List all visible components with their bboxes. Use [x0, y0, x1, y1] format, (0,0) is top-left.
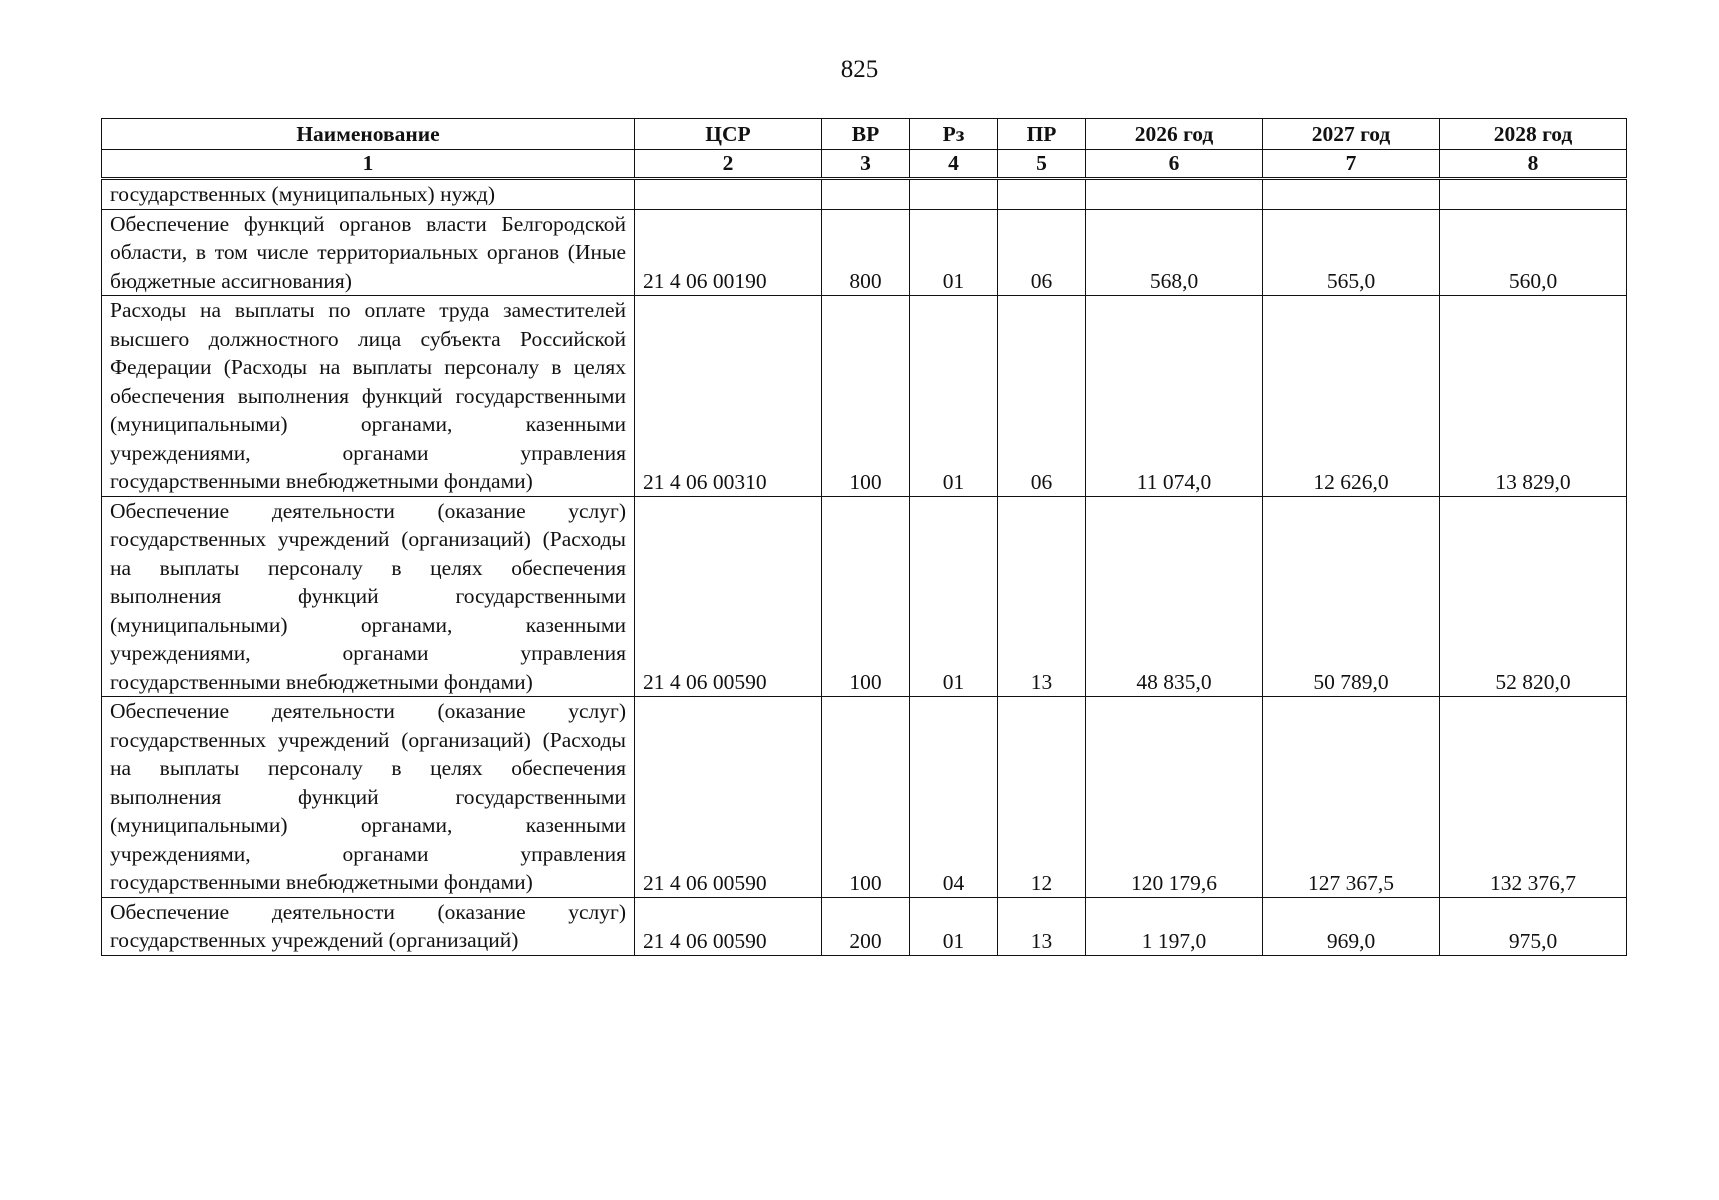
header-csr: ЦСР: [635, 119, 822, 150]
table-row: [102, 209, 1627, 296]
row-name: Обеспечение деятельности (оказание услуг) государственных учреждений (организаций) (Расходы на выплаты персоналу в целях обеспечения выполнения функций государственными (муниципальными) органами, казенными учреждениями, органами управления государственными внебюджетными фондами): [102, 697, 635, 898]
row-2026: 568,0: [1086, 209, 1263, 296]
column-number: 3: [822, 150, 910, 179]
column-number: 7: [1263, 150, 1440, 179]
row-csr: 21 4 06 00590: [635, 496, 822, 697]
row-pr: [998, 179, 1086, 210]
row-name: Обеспечение деятельности (оказание услуг) государственных учреждений (организаций) (Расходы на выплаты персоналу в целях обеспечения выполнения функций государственными (муниципальными) органами, казенными учреждениями, органами управления государственными внебюджетными фондами): [102, 496, 635, 697]
column-number: 5: [998, 150, 1086, 179]
column-number: 1: [102, 150, 635, 179]
row-2026: 48 835,0: [1086, 496, 1263, 697]
header-2028: 2028 год: [1440, 119, 1627, 150]
row-csr: 21 4 06 00590: [635, 697, 822, 898]
row-vr: 200: [822, 897, 910, 955]
row-2027: 12 626,0: [1263, 296, 1440, 497]
column-number: 2: [635, 150, 822, 179]
row-2028: 560,0: [1440, 209, 1627, 296]
column-number: 4: [910, 150, 998, 179]
table-row: [102, 496, 1627, 697]
row-2026: [1086, 179, 1263, 210]
row-csr: [635, 179, 822, 210]
row-2027: [1263, 179, 1440, 210]
row-2026: 1 197,0: [1086, 897, 1263, 955]
header-vr: ВР: [822, 119, 910, 150]
row-2026: 11 074,0: [1086, 296, 1263, 497]
row-csr: 21 4 06 00190: [635, 209, 822, 296]
page-number: 825: [840, 56, 879, 83]
row-csr: 21 4 06 00590: [635, 897, 822, 955]
row-name: Расходы на выплаты по оплате труда заместителей высшего должностного лица субъекта Российской Федерации (Расходы на выплаты персоналу в целях обеспечения выполнения функций государственными (муниципальными) органами, казенными учреждениями, органами управления государственными внебюджетными фондами): [102, 296, 635, 497]
row-vr: 100: [822, 296, 910, 497]
row-2028: [1440, 179, 1627, 210]
row-vr: 100: [822, 697, 910, 898]
column-number-row: [102, 150, 1627, 179]
row-2027: 565,0: [1263, 209, 1440, 296]
header-rz: Рз: [910, 119, 998, 150]
row-pr: 13: [998, 897, 1086, 955]
table-row: [102, 296, 1627, 497]
row-vr: 800: [822, 209, 910, 296]
header-2026: 2026 год: [1086, 119, 1263, 150]
row-pr: 13: [998, 496, 1086, 697]
table-row: [102, 179, 1627, 210]
row-2028: 13 829,0: [1440, 296, 1627, 497]
row-2028: 52 820,0: [1440, 496, 1627, 697]
budget-table: [101, 118, 1627, 956]
row-2028: 975,0: [1440, 897, 1627, 955]
row-2027: 127 367,5: [1263, 697, 1440, 898]
row-vr: 100: [822, 496, 910, 697]
row-rz: 01: [910, 897, 998, 955]
row-name: Обеспечение деятельности (оказание услуг) государственных учреждений (организаций): [102, 897, 635, 955]
header-row: [102, 119, 1627, 150]
row-2027: 50 789,0: [1263, 496, 1440, 697]
row-rz: 01: [910, 496, 998, 697]
column-number: 6: [1086, 150, 1263, 179]
table-row: [102, 697, 1627, 898]
row-rz: 04: [910, 697, 998, 898]
row-name: государственных (муниципальных) нужд): [102, 179, 635, 210]
row-csr: 21 4 06 00310: [635, 296, 822, 497]
row-name: Обеспечение функций органов власти Белгородской области, в том числе территориальных органов (Иные бюджетные ассигнования): [102, 209, 635, 296]
header-2027: 2027 год: [1263, 119, 1440, 150]
table-row: [102, 897, 1627, 955]
row-pr: 12: [998, 697, 1086, 898]
row-rz: 01: [910, 209, 998, 296]
row-pr: 06: [998, 209, 1086, 296]
row-rz: [910, 179, 998, 210]
header-name: Наименование: [102, 119, 635, 150]
column-number: 8: [1440, 150, 1627, 179]
header-pr: ПР: [998, 119, 1086, 150]
row-rz: 01: [910, 296, 998, 497]
row-2027: 969,0: [1263, 897, 1440, 955]
row-2026: 120 179,6: [1086, 697, 1263, 898]
row-2028: 132 376,7: [1440, 697, 1627, 898]
row-pr: 06: [998, 296, 1086, 497]
row-vr: [822, 179, 910, 210]
